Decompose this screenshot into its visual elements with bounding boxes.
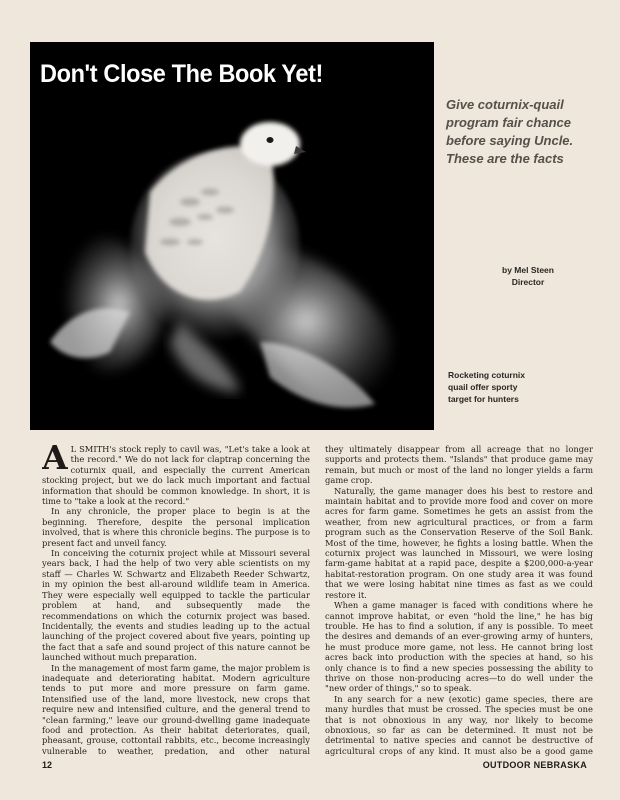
article-paragraph	[42, 444, 310, 506]
page-number: 12	[42, 760, 53, 770]
headline: Don't Close The Book Yet!	[40, 60, 324, 88]
paragraph-text: L SMITH's stock reply to cavil was, "Let's take a look at the record." We do not lack for claptrap concerning the coturnix quail, and especially the current American stocking project, but we do lack much important and factual information that should be common knowledge. In short, it is time to "take a look at the record."	[42, 444, 310, 507]
article-paragraph: In the management of most farm game, the major problem is inadequate and deteriorating habitat. Modern agriculture tends to put more and more pressure on farm game. Intensified use of the land, more livestock, new crops that require new and intensified culture, and the general trend to "clean farming," leave our ground-dwelling game inadequate food and protection. As their habitat deteriorates, quail, pheasant, grouse, cottontail rabbits, etc., become increasingly vulnerable to weather, predation, and other natural	[42, 662, 310, 756]
magazine-name: OUTDOOR NEBRASKA	[482, 760, 587, 770]
article-paragraph: Naturally, the game manager does his best to restore and maintain habitat and to provide more food and cover on more acres for farm game. Sometimes he gets an assist from the weather, from new agricultural practices, or from a farm program such as the Conservation Reserve of the Soil Bank. Most of the time, however, he fights a losing battle. When the coturnix project was launched in Missouri, we were losing farm-game habitat at a rapid pace, despite a $200,000-a-year habitat-restoration program. On one study area it was found that we were losing habitat nine times as fast as we could restore it.	[325, 485, 593, 600]
subhead-line: before saying Uncle.	[446, 133, 574, 148]
subhead-line: These are the facts	[446, 151, 564, 166]
flying-quail-photo	[30, 42, 434, 430]
quail-photo	[30, 42, 434, 430]
byline-title: Director	[511, 277, 545, 287]
article-paragraph: they ultimately disappear from all acreage that no longer supports and protects them. "Islands" that produce game may remain, but much or most of the land no longer yields a farm game crop.	[325, 444, 593, 486]
article-paragraph: In conceiving the coturnix project while at Missouri several years back, I had the help of two very able scientists on my staff — Charles W. Schwartz and Elizabeth Reeder Schwartz, in my opinion the best all-around wildlife team in America. They were especially well equipped to tackle the particular problem at hand, and subsequently made the recommendations on which the coturnix project was based. Incidentally, the events and studies leading up to the actual launching of the project covered about five years, pointing up the fact that a safe and sound project of this nature cannot be launched without much preparation.	[42, 548, 310, 663]
byline	[468, 264, 588, 288]
caption-line: Rocketing coturnix	[448, 370, 525, 380]
article-column-right	[325, 444, 593, 756]
subhead-line: program fair chance	[446, 115, 571, 130]
drop-cap: A	[42, 444, 68, 477]
article-column-left	[42, 444, 310, 756]
article-paragraph: When a game manager is faced with conditions where he cannot improve habitat, or even "hold the line," he has big trouble. He has to find a solution, if any is possible. To meet the desires and demands of an ever-growing army of hunters, he must produce more game, not less. He cannot bring lost acres back into production with the species at hand, so his only chance is to find a new species possessing the ability to thrive on those non-producing acres—to do well under the "new order of things," so to speak.	[325, 600, 593, 694]
subhead-line: Give coturnix-quail	[446, 97, 564, 112]
caption-line: target for hunters	[448, 394, 519, 404]
byline-author: by Mel Steen	[502, 265, 554, 275]
photo-caption	[448, 369, 598, 405]
subhead	[446, 96, 596, 168]
article-paragraph: In any search for a new (exotic) game species, there are many hurdles that must be crossed. The species must be one that is not obnoxious in any way, nor likely to become obnoxious, so far as can be determined. It must not be detrimental to native species and cannot be destructive of agricultural crops of any kind. It must also be a good game	[325, 693, 593, 756]
caption-line: quail offer sporty	[448, 382, 518, 392]
article-paragraph: In any chronicle, the proper place to begin is at the beginning. Therefore, despite the personal implication involved, that is where this chronicle begins. The purpose is to present fact and unveil fancy.	[42, 506, 310, 548]
